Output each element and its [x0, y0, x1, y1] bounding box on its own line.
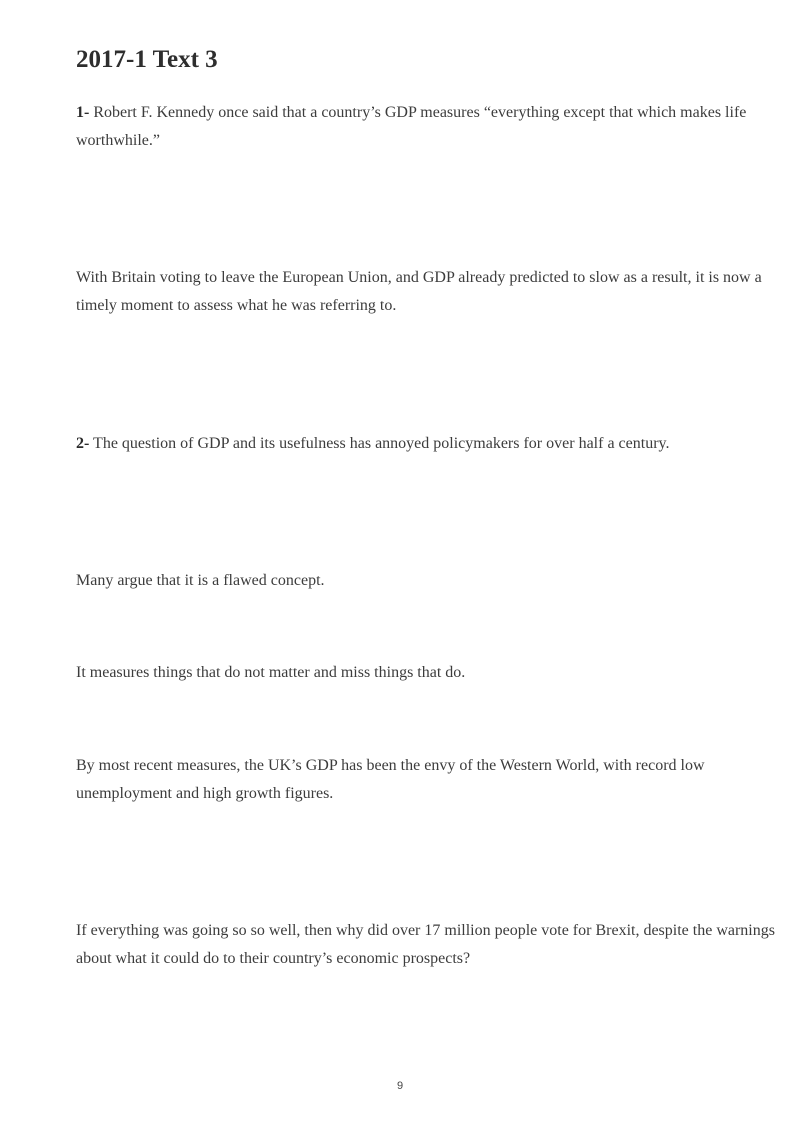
- paragraph-4: [76, 567, 776, 595]
- paragraph-6: [76, 752, 776, 808]
- paragraph-text: By most recent measures, the UK’s GDP has been the envy of the Western World, with record low unemployment and high growth figures.: [76, 757, 705, 802]
- paragraph-text: If everything was going so so well, then why did over 17 million people vote for Brexit, despite the warnings about what it could do to their country’s economic prospects?: [76, 922, 775, 967]
- page-number: 9: [396, 1080, 404, 1092]
- paragraph-text: The question of GDP and its usefulness has annoyed policymakers for over half a century.: [89, 435, 670, 452]
- paragraph-3: [76, 430, 776, 458]
- paragraph-text: It measures things that do not matter and miss things that do.: [76, 664, 466, 681]
- paragraph-text: Robert F. Kennedy once said that a country’s GDP measures “everything except that which makes life worthwhile.”: [76, 104, 747, 149]
- paragraph-2: [76, 264, 776, 320]
- paragraph-5: [76, 659, 776, 687]
- page-title: 2017-1 Text 3: [76, 46, 218, 73]
- paragraph-7: [76, 917, 776, 973]
- paragraph-1: [76, 99, 776, 155]
- paragraph-number: 1-: [76, 104, 90, 121]
- paragraph-text: Many argue that it is a flawed concept.: [76, 572, 325, 589]
- paragraph-number: 2-: [76, 435, 90, 452]
- paragraph-text: With Britain voting to leave the European Union, and GDP already predicted to slow as a result, it is now a timely moment to assess what he was referring to.: [76, 269, 762, 314]
